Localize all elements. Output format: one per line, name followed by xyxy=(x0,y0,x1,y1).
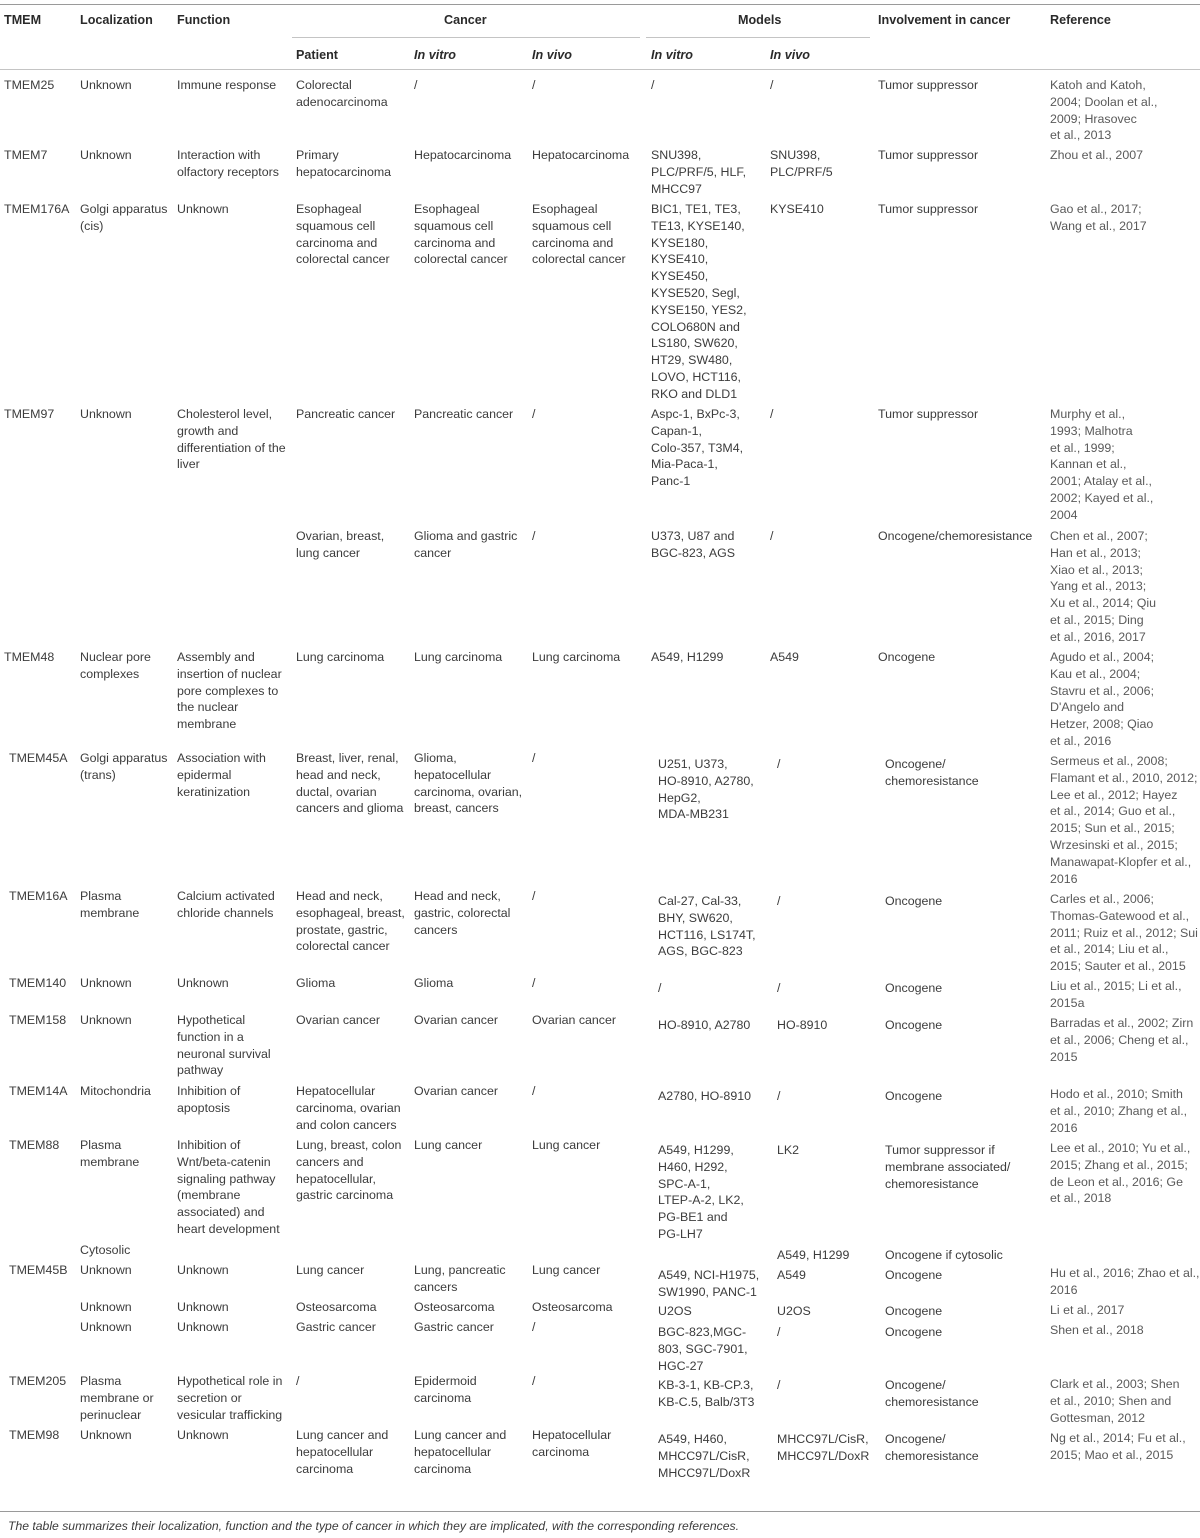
table-cell: Clark et al., 2003; Shen et al., 2010; Shen and Gottesman, 2012 xyxy=(1050,1377,1180,1425)
table-cell: Ovarian cancer xyxy=(532,1013,617,1027)
table-cell: / xyxy=(532,1374,536,1388)
table-cell: Unknown xyxy=(177,1428,229,1442)
table-cell: Golgi apparatus (cis) xyxy=(80,202,168,233)
table-cell: Glioma, hepatocellular carcinoma, ovarian, breast, cancers xyxy=(414,751,523,816)
table-cell: Unknown xyxy=(80,976,132,990)
table-cell: Unknown xyxy=(80,1300,132,1314)
table-cell: Gastric cancer xyxy=(296,1320,376,1334)
subheader-patient: Patient xyxy=(296,48,338,62)
table-top-rule xyxy=(0,4,1200,5)
table-cell: BIC1, TE1, TE3, TE13, KYSE140, KYSE180, KYSE410, KYSE450, KYSE520, Segl, KYSE150, YES2, COLO680N and LS180, SW620, HT29, SW480, LOVO, HCT116, RKO and DLD1 xyxy=(651,202,747,401)
table-cell: Unknown xyxy=(177,1263,229,1277)
table-cell: Hu et al., 2016; Zhao et al., 2016 xyxy=(1050,1266,1200,1297)
table-cell: Lung, breast, colon cancers and hepatocellular, gastric carcinoma xyxy=(296,1138,402,1203)
table-cell: U251, U373, HO-8910, A2780, HepG2, MDA-MB231 xyxy=(658,757,754,822)
table-cell: Ovarian cancer xyxy=(296,1013,381,1027)
table-cell: U2OS xyxy=(777,1304,811,1318)
table-cell: Unknown xyxy=(80,407,132,421)
table-cell: Association with epidermal keratinization xyxy=(177,751,266,799)
table-cell: Epidermoid carcinoma xyxy=(414,1374,477,1405)
col-header-involvement: Involvement in cancer xyxy=(878,13,1011,27)
table-cell: Aspc-1, BxPc-3, Capan-1, Colo-357, T3M4, Mia-Paca-1, Panc-1 xyxy=(651,407,744,489)
table-cell: Oncogene/ chemoresistance xyxy=(885,1432,979,1463)
table-cell: A549, H460, MHCC97L/CisR, MHCC97L/DoxR xyxy=(658,1432,751,1480)
table-cell: Hypothetical role in secretion or vesicular trafficking xyxy=(177,1374,283,1422)
subheader-cancer-in-vivo: In vivo xyxy=(532,48,572,62)
table-cell: Nuclear pore complexes xyxy=(80,650,151,681)
table-cell: / xyxy=(532,976,536,990)
table-cell: TMEM97 xyxy=(4,407,55,421)
table-cell: / xyxy=(658,981,662,995)
table-cell: Mitochondria xyxy=(80,1084,151,1098)
table-cell: TMEM7 xyxy=(4,148,48,162)
table-cell: Oncogene xyxy=(885,894,943,908)
col-header-localization: Localization xyxy=(80,13,153,27)
table-cell: Esophageal squamous cell carcinoma and colorectal cancer xyxy=(296,202,390,267)
table-cell: / xyxy=(770,407,774,421)
col-header-tmem: TMEM xyxy=(4,13,42,27)
table-cell: Cal-27, Cal-33, BHY, SW620, HCT116, LS174T, AGS, BGC-823 xyxy=(658,894,756,959)
table-cell: / xyxy=(414,78,418,92)
table-cell: Katoh and Katoh, 2004; Doolan et al., 2009; Hrasovec et al., 2013 xyxy=(1050,78,1158,143)
table-cell: TMEM14A xyxy=(9,1084,68,1098)
table-cell: / xyxy=(777,757,781,771)
table-cell: Hepatocellular carcinoma xyxy=(532,1428,612,1459)
table-cell: / xyxy=(532,529,536,543)
table-cell: Lung cancer xyxy=(532,1138,601,1152)
subheader-models-in-vivo: In vivo xyxy=(770,48,810,62)
table-cell: Tumor suppressor xyxy=(878,78,979,92)
table-cell: Unknown xyxy=(80,1320,132,1334)
table-cell: A549, H1299, H460, H292, SPC-A-1, LTEP-A-2, LK2, PG-BE1 and PG-LH7 xyxy=(658,1143,744,1241)
table-cell: / xyxy=(777,1089,781,1103)
table-cell: TMEM88 xyxy=(9,1138,60,1152)
table-cell: Osteosarcoma xyxy=(532,1300,613,1314)
table-cell: Unknown xyxy=(177,1300,229,1314)
table-cell: Glioma xyxy=(414,976,454,990)
table-cell: / xyxy=(532,78,536,92)
table-cell: Pancreatic cancer xyxy=(296,407,396,421)
table-cell: KYSE410 xyxy=(770,202,824,216)
table-cell: Glioma and gastric cancer xyxy=(414,529,518,560)
col-header-reference: Reference xyxy=(1050,13,1111,27)
table-cell: U2OS xyxy=(658,1304,692,1318)
table-cell: TMEM140 xyxy=(9,976,67,990)
table-cell: Hepatocarcinoma xyxy=(532,148,630,162)
table-cell: Osteosarcoma xyxy=(414,1300,495,1314)
table-cell: Oncogene xyxy=(885,1268,943,1282)
table-cell: Unknown xyxy=(80,1013,132,1027)
table-cell: Oncogene xyxy=(878,650,936,664)
table-cell: Oncogene/ chemoresistance xyxy=(885,1378,979,1409)
table-cell: Oncogene xyxy=(885,1089,943,1103)
table-cell: U373, U87 and BGC-823, AGS xyxy=(651,529,736,560)
table-cell: Plasma membrane xyxy=(80,1138,140,1169)
table-cell: / xyxy=(532,1084,536,1098)
table-cell: Inhibition of Wnt/beta-catenin signaling pathway (membrane associated) and heart development xyxy=(177,1138,280,1236)
table-cell: Golgi apparatus (trans) xyxy=(80,751,168,782)
table-cell: Breast, liver, renal, head and neck, ductal, ovarian cancers and glioma xyxy=(296,751,404,816)
table-cell: Esophageal squamous cell carcinoma and colorectal cancer xyxy=(414,202,508,267)
table-cell: / xyxy=(770,529,774,543)
table-cell: Ovarian, breast, lung cancer xyxy=(296,529,385,560)
table-cell: Unknown xyxy=(80,1428,132,1442)
table-cell: Pancreatic cancer xyxy=(414,407,514,421)
table-cell: Osteosarcoma xyxy=(296,1300,377,1314)
table-cell: Lung cancer xyxy=(532,1263,601,1277)
table-cell: Oncogene/chemoresistance xyxy=(878,529,1033,543)
table-cell: LK2 xyxy=(777,1143,800,1157)
table-cell: Oncogene xyxy=(885,1325,943,1339)
table-cell: Unknown xyxy=(177,1320,229,1334)
table-cell: Lung cancer and hepatocellular carcinoma xyxy=(296,1428,389,1476)
table-cell: Ovarian cancer xyxy=(414,1013,499,1027)
col-header-models: Models xyxy=(738,13,782,27)
subheader-models-in-vitro: In vitro xyxy=(651,48,693,62)
table-cell: / xyxy=(651,78,655,92)
table-cell: HO-8910 xyxy=(777,1018,828,1032)
table-cell: TMEM176A xyxy=(4,202,70,216)
table-cell: Inhibition of apoptosis xyxy=(177,1084,241,1115)
models-group-rule xyxy=(646,37,870,38)
table-cell: Colorectal adenocarcinoma xyxy=(296,78,388,109)
table-cell: A549, H1299 xyxy=(777,1248,850,1262)
table-cell: Ovarian cancer xyxy=(414,1084,499,1098)
table-cell: BGC-823,MGC- 803, SGC-7901, HGC-27 xyxy=(658,1325,748,1373)
table-cell: Gao et al., 2017; Wang et al., 2017 xyxy=(1050,202,1147,233)
table-cell: A549 xyxy=(777,1268,806,1282)
table-bottom-rule xyxy=(0,1511,1200,1512)
table-cell: HO-8910, A2780 xyxy=(658,1018,751,1032)
table-cell: Plasma membrane or perinuclear xyxy=(80,1374,154,1422)
table-cell: A549, NCI-H1975, SW1990, PANC-1 xyxy=(658,1268,760,1299)
table-cell: TMEM205 xyxy=(9,1374,67,1388)
table-cell: Calcium activated chloride channels xyxy=(177,889,275,920)
table-cell: Lee et al., 2010; Yu et al., 2015; Zhang et al., 2015; de Leon et al., 2016; Ge et al., 2018 xyxy=(1050,1141,1191,1206)
table-cell: Head and neck, esophageal, breast, prostate, gastric, colorectal cancer xyxy=(296,889,405,954)
table-cell: Hepatocarcinoma xyxy=(414,148,512,162)
table-cell: SNU398, PLC/PRF/5, HLF, MHCC97 xyxy=(651,148,747,196)
table-cell: Lung carcinoma xyxy=(532,650,621,664)
table-cell: Lung, pancreatic cancers xyxy=(414,1263,506,1294)
table-cell: Lung cancer xyxy=(296,1263,365,1277)
table-cell: Tumor suppressor xyxy=(878,407,979,421)
table-cell: Cytosolic xyxy=(80,1243,131,1257)
table-cell: Chen et al., 2007; Han et al., 2013; Xiao et al., 2013; Yang et al., 2013; Xu et al., 2014; Qiu et al., 2015; Ding et al., 2016, 2017 xyxy=(1050,529,1157,644)
table-cell: Lung cancer and hepatocellular carcinoma xyxy=(414,1428,507,1476)
table-cell: / xyxy=(777,1325,781,1339)
table-cell: TMEM45A xyxy=(9,751,68,765)
table-cell: Sermeus et al., 2008; Flamant et al., 2010, 2012; Lee et al., 2012; Hayez et al., 2014; Guo et al., 2015; Sun et al., 2015; Wrzesinski et al., 2015; Manawapat-Klopfer et al., 2016 xyxy=(1050,754,1198,886)
table-cell: Carles et al., 2006; Thomas-Gatewood et al., 2011; Ruiz et al., 2012; Sui et al., 2014; Liu et al., 2015; Sauter et al., 2015 xyxy=(1050,892,1198,974)
table-cell: Lung carcinoma xyxy=(414,650,503,664)
table-cell: Lung carcinoma xyxy=(296,650,385,664)
table-cell: Li et al., 2017 xyxy=(1050,1303,1125,1317)
table-cell: / xyxy=(532,407,536,421)
table-cell: Tumor suppressor xyxy=(878,202,979,216)
col-header-function: Function xyxy=(177,13,231,27)
table-cell: SNU398, PLC/PRF/5 xyxy=(770,148,833,179)
table-cell: / xyxy=(532,1320,536,1334)
table-cell: Agudo et al., 2004; Kau et al., 2004; Stavru et al., 2006; D'Angelo and Hetzer, 2008; Qiao et al., 2016 xyxy=(1050,650,1155,748)
table-cell: Primary hepatocarcinoma xyxy=(296,148,392,179)
table-cell: A549, H1299 xyxy=(651,650,724,664)
table-cell: Cholesterol level, growth and differentiation of the liver xyxy=(177,407,286,472)
table-cell: Lung cancer xyxy=(414,1138,483,1152)
table-cell: Gastric cancer xyxy=(414,1320,494,1334)
table-cell: Plasma membrane xyxy=(80,889,140,920)
table-cell: Zhou et al., 2007 xyxy=(1050,148,1143,162)
table-cell: Tumor suppressor if membrane associated/ chemoresistance xyxy=(885,1143,1011,1191)
table-cell: Tumor suppressor xyxy=(878,148,979,162)
table-cell: Hodo et al., 2010; Smith et al., 2010; Zhang et al., 2016 xyxy=(1050,1087,1188,1135)
table-cell: Interaction with olfactory receptors xyxy=(177,148,279,179)
table-cell: Glioma xyxy=(296,976,336,990)
table-cell: A2780, HO-8910 xyxy=(658,1089,751,1103)
table-cell: Oncogene if cytosolic xyxy=(885,1248,1003,1262)
col-header-cancer: Cancer xyxy=(444,13,487,27)
table-cell: Unknown xyxy=(80,1263,132,1277)
table-cell: Unknown xyxy=(80,78,132,92)
table-cell: Oncogene xyxy=(885,1018,943,1032)
table-cell: Liu et al., 2015; Li et al., 2015a xyxy=(1050,979,1182,1010)
table-cell: TMEM158 xyxy=(9,1013,67,1027)
table-cell: Unknown xyxy=(80,148,132,162)
table-cell: TMEM98 xyxy=(9,1428,60,1442)
subheader-cancer-in-vitro: In vitro xyxy=(414,48,456,62)
table-cell: Murphy et al., 1993; Malhotra et al., 1999; Kannan et al., 2001; Atalay et al., 2002; Kayed et al., 2004 xyxy=(1050,407,1154,522)
table-cell: Unknown xyxy=(177,976,229,990)
table-cell: / xyxy=(296,1374,300,1388)
table-cell: KB-3-1, KB-CP.3, KB-C.5, Balb/3T3 xyxy=(658,1378,755,1409)
table-cell: Immune response xyxy=(177,78,277,92)
table-cell: / xyxy=(770,78,774,92)
header-bottom-rule xyxy=(0,69,1200,70)
table-cell: Hypothetical function in a neuronal survival pathway xyxy=(177,1013,271,1078)
table-cell: Assembly and insertion of nuclear pore complexes to the nuclear membrane xyxy=(177,650,282,732)
table-cell: TMEM16A xyxy=(9,889,68,903)
table-cell: / xyxy=(532,889,536,903)
table-cell: Ng et al., 2014; Fu et al., 2015; Mao et al., 2015 xyxy=(1050,1431,1186,1462)
table-cell: Head and neck, gastric, colorectal cancers xyxy=(414,889,511,937)
table-cell: Oncogene xyxy=(885,981,943,995)
table-cell: MHCC97L/CisR, MHCC97L/DoxR xyxy=(777,1432,870,1463)
table-cell: Oncogene xyxy=(885,1304,943,1318)
table-cell: / xyxy=(777,894,781,908)
table-cell: Hepatocellular carcinoma, ovarian and colon cancers xyxy=(296,1084,401,1132)
cancer-group-rule xyxy=(292,37,640,38)
table-cell: Barradas et al., 2002; Zirn et al., 2006; Cheng et al., 2015 xyxy=(1050,1016,1194,1064)
table-cell: / xyxy=(532,751,536,765)
table-cell: Oncogene/ chemoresistance xyxy=(885,757,979,788)
table-cell: Unknown xyxy=(177,202,229,216)
table-cell: Shen et al., 2018 xyxy=(1050,1323,1144,1337)
table-cell: Esophageal squamous cell carcinoma and colorectal cancer xyxy=(532,202,626,267)
table-cell: / xyxy=(777,1378,781,1392)
table-footnote: The table summarizes their localization, function and the type of cancer in which they are implicated, with the corresponding references. xyxy=(8,1519,739,1533)
table-cell: TMEM45B xyxy=(9,1263,68,1277)
table-cell: TMEM25 xyxy=(4,78,55,92)
table-cell: TMEM48 xyxy=(4,650,55,664)
table-cell: / xyxy=(777,981,781,995)
table-cell: A549 xyxy=(770,650,799,664)
